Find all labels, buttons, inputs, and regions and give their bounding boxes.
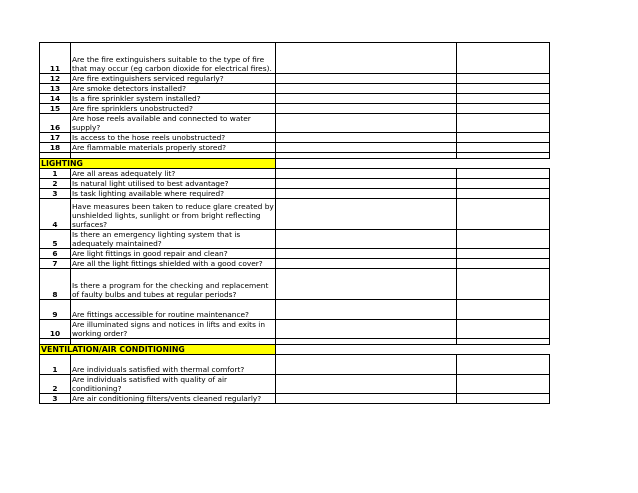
item-number: 3 (40, 394, 71, 404)
table-row (40, 259, 550, 269)
item-question: Is a fire sprinkler system installed? (71, 94, 276, 104)
table-row (40, 249, 550, 259)
table-row (40, 230, 550, 249)
table-row (40, 104, 550, 114)
comment-cell[interactable] (457, 259, 550, 269)
table-row (40, 199, 550, 230)
answer-cell[interactable] (276, 133, 457, 143)
table-row (40, 394, 550, 404)
table-row (40, 189, 550, 199)
answer-cell[interactable] (276, 230, 457, 249)
item-question: Are fire extinguishers serviced regularly? (71, 74, 276, 84)
comment-cell[interactable] (457, 394, 550, 404)
answer-cell[interactable] (276, 179, 457, 189)
comment-cell[interactable] (457, 114, 550, 133)
comment-cell[interactable] (457, 84, 550, 94)
comment-cell[interactable] (457, 269, 550, 300)
item-question: Are the fire extinguishers suitable to the type of fire that may occur (eg carbon dioxide for electrical fires). (71, 43, 276, 74)
answer-cell[interactable] (276, 169, 457, 179)
table-row (40, 179, 550, 189)
item-question: Is task lighting available where required? (71, 189, 276, 199)
section-title-ventilation: VENTILATION/AIR CONDITIONING (40, 345, 276, 355)
table-row (40, 114, 550, 133)
answer-cell[interactable] (276, 94, 457, 104)
item-number: 6 (40, 249, 71, 259)
item-number: 11 (40, 43, 71, 74)
section-header-blank (276, 345, 457, 355)
item-question: Are all areas adequately lit? (71, 169, 276, 179)
checklist-body (40, 43, 550, 404)
answer-cell[interactable] (276, 114, 457, 133)
section-header-row (40, 345, 550, 355)
answer-cell[interactable] (276, 249, 457, 259)
item-number: 7 (40, 259, 71, 269)
answer-cell[interactable] (276, 375, 457, 394)
comment-cell[interactable] (457, 43, 550, 74)
comment-cell[interactable] (457, 179, 550, 189)
table-row (40, 355, 550, 375)
table-row (40, 133, 550, 143)
table-row (40, 84, 550, 94)
answer-cell[interactable] (276, 199, 457, 230)
answer-cell[interactable] (276, 394, 457, 404)
item-number: 17 (40, 133, 71, 143)
section-header-blank (276, 159, 457, 169)
item-question: Are all the light fittings shielded with a good cover? (71, 259, 276, 269)
item-number: 16 (40, 114, 71, 133)
answer-cell[interactable] (276, 74, 457, 84)
comment-cell[interactable] (457, 169, 550, 179)
item-question: Have measures been taken to reduce glare created by unshielded lights, sunlight or from bright reflecting surfaces? (71, 199, 276, 230)
comment-cell[interactable] (457, 104, 550, 114)
item-question: Are hose reels available and connected to water supply? (71, 114, 276, 133)
answer-cell[interactable] (276, 259, 457, 269)
item-number: 13 (40, 84, 71, 94)
checklist-table (39, 42, 550, 404)
item-question: Are air conditioning filters/vents cleaned regularly? (71, 394, 276, 404)
answer-cell[interactable] (276, 320, 457, 339)
item-number: 14 (40, 94, 71, 104)
item-number: 18 (40, 143, 71, 153)
item-number: 4 (40, 199, 71, 230)
table-row (40, 320, 550, 339)
item-number: 15 (40, 104, 71, 114)
item-number: 1 (40, 169, 71, 179)
item-number: 10 (40, 320, 71, 339)
comment-cell[interactable] (457, 133, 550, 143)
item-number: 1 (40, 355, 71, 375)
item-number: 8 (40, 269, 71, 300)
table-row (40, 169, 550, 179)
comment-cell[interactable] (457, 249, 550, 259)
item-question: Are light fittings in good repair and clean? (71, 249, 276, 259)
table-row (40, 375, 550, 394)
comment-cell[interactable] (457, 143, 550, 153)
item-question: Are individuals satisfied with quality of air conditioning? (71, 375, 276, 394)
table-row (40, 143, 550, 153)
table-row (40, 269, 550, 300)
section-header-blank (457, 345, 550, 355)
comment-cell[interactable] (457, 355, 550, 375)
comment-cell[interactable] (457, 230, 550, 249)
answer-cell[interactable] (276, 355, 457, 375)
section-title-lighting: LIGHTING (40, 159, 276, 169)
comment-cell[interactable] (457, 74, 550, 84)
answer-cell[interactable] (276, 43, 457, 74)
item-number: 3 (40, 189, 71, 199)
comment-cell[interactable] (457, 375, 550, 394)
comment-cell[interactable] (457, 94, 550, 104)
section-header-row (40, 159, 550, 169)
item-question: Is there an emergency lighting system that is adequately maintained? (71, 230, 276, 249)
item-number: 9 (40, 300, 71, 320)
item-question: Is natural light utilised to best advantage? (71, 179, 276, 189)
comment-cell[interactable] (457, 199, 550, 230)
comment-cell[interactable] (457, 300, 550, 320)
item-question: Are illuminated signs and notices in lifts and exits in working order? (71, 320, 276, 339)
item-question: Are smoke detectors installed? (71, 84, 276, 94)
comment-cell[interactable] (457, 189, 550, 199)
answer-cell[interactable] (276, 269, 457, 300)
section-header-blank (457, 159, 550, 169)
item-number: 5 (40, 230, 71, 249)
item-question: Is access to the hose reels unobstructed? (71, 133, 276, 143)
item-question: Is there a program for the checking and replacement of faulty bulbs and tubes at regular periods? (71, 269, 276, 300)
answer-cell[interactable] (276, 189, 457, 199)
table-row (40, 74, 550, 84)
item-question: Are flammable materials properly stored? (71, 143, 276, 153)
table-row (40, 43, 550, 74)
answer-cell[interactable] (276, 84, 457, 94)
answer-cell[interactable] (276, 104, 457, 114)
answer-cell[interactable] (276, 300, 457, 320)
item-number: 12 (40, 74, 71, 84)
table-row (40, 94, 550, 104)
item-number: 2 (40, 375, 71, 394)
item-question: Are individuals satisfied with thermal comfort? (71, 355, 276, 375)
item-question: Are fittings accessible for routine maintenance? (71, 300, 276, 320)
table-row (40, 300, 550, 320)
item-question: Are fire sprinklers unobstructed? (71, 104, 276, 114)
comment-cell[interactable] (457, 320, 550, 339)
answer-cell[interactable] (276, 143, 457, 153)
item-number: 2 (40, 179, 71, 189)
